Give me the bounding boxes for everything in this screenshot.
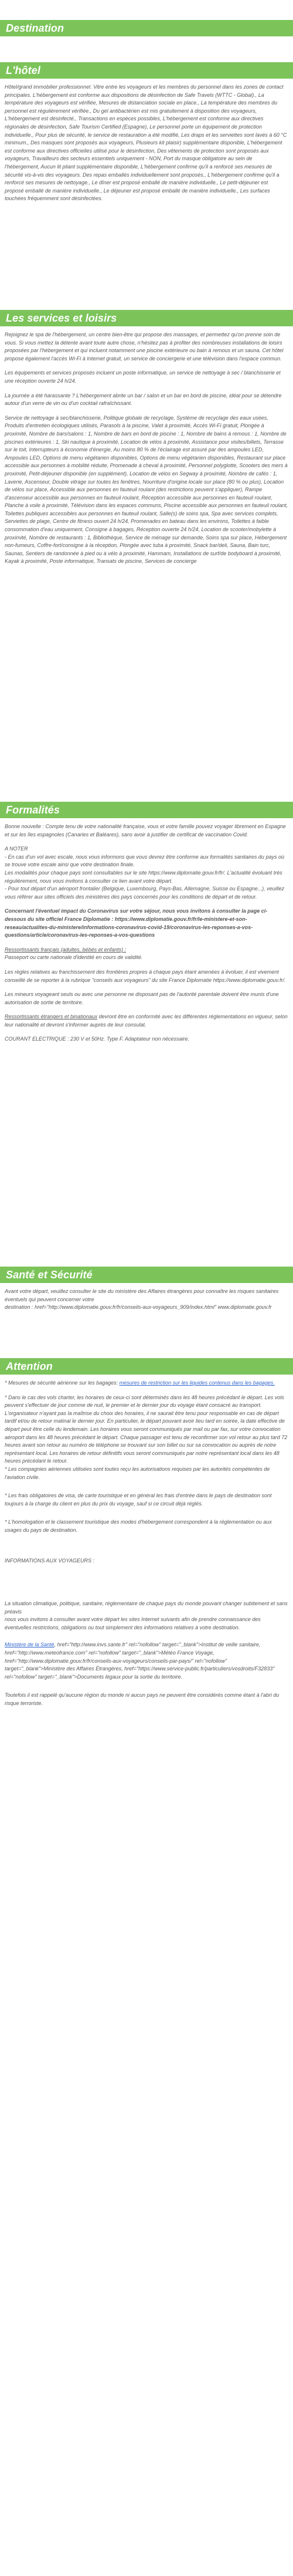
hotel-description bbox=[0, 79, 293, 203]
section-sante bbox=[0, 1267, 293, 1312]
section-heading-services: Les services et loisirs bbox=[0, 310, 293, 326]
hotel-text: Hôtel/grand immobilier professionnel. Vitre entre les voyageurs et les membres du personnel dans les zones de contact principales. L'hébergement est conforme aux dispositions de désinfection de Safe Travels (WTTC - Global)., La température des voyageurs est vérifiée, Mesures de distanciation sociale en place., La température des membres du personnel est régulièrement vérifiée., Du gel antibactérien est mis gratuitement à disposition des voyageurs, L'hébergement est désinfecté., Transactions en espèces possibles, L'hébergement est conforme aux directives régionales de désinfection, Safe Tourism Certified (Espagne), Le personnel porte un équipement de protection individuelle., Pour plus de sécurité, le service de restauration a été modifié, Les draps et les serviettes sont lavés à 60 °C minimum., Des masques sont proposés aux voyageurs, Plusieurs kit plaisir) supplémentaire disponible, L'hébergement est conforme aux directives officielles utilisé pour le désinfection, Des vêtements de protection sont proposés aux voyageurs, Travailleurs des secteurs essentiels uniquement - NON, Port du masque obligatoire au sein de l'hébergement, Aucun lit pliant supplémentaire disponible, L'hébergement confirme qu'il a renforcé ses mesures de sécurité vis-à-vis des voyageurs. Des repas emballés individuellement sont proposés., L'hébergement confirme qu'il a renforcé ses mesures de nettoyage., Le dîner est proposé emballé de manière individuelle., Le petit-déjeuner est proposé emballé de manière individuelle., Le déjeuner est proposé emballé de manière individuelle., Les surfaces touchées fréquemment sont désinfectées. bbox=[5, 84, 287, 202]
attention-charter: * Dans le cas des vols charter, les horaires de ceux-ci sont déterminés dans les 48 heures précédant le départ. Les vols peuvent s'effectuer de jour comme de nuit, le premier et le dernier jour du voyage étant consacré au transport. L'organisateur n'ayant pas la maîtrise du choix des horaires, il ne saurait être tenu pour responsable en cas de départ tardif et/ou de retour matinal le dernier jour. En particulier, le départ pouvant avoir lieu tard en soirée, la date effective de départ peut être celle du lendemain. Les horaires vous seront communiqués par mail ou par fax, sur votre convocation aéroport dans les 48 heures précédant le départ. Chaque passager est tenu de reconfirmer son vol retour au plus tard 72 heures avant son retour au numéro de téléphone se trouvant sur son billet ou sur sa convocation ou auprès de notre représentant local. Les horaires de retour définitifs vous seront communiqués par notre représentant local dans les 48 heures précédant le retour. * Les compagnies aériennes utilisées sont toutes reçu les autorisations requises par les autorités compétentes de l'aviation civile. bbox=[5, 1394, 288, 1480]
sante-description bbox=[0, 1283, 293, 1312]
formalites-electric: COURANT ELECTRIQUE : 230 V et 50Hz. Type F. Adaptateur non nécessaire. bbox=[5, 1036, 189, 1042]
attention-links-text: , href="http://www.invs.sante.fr" rel="nofollow" target="_blank">Institut de veille sanitaire, href="http://www.meteofrance.com" rel="nofollow" target="_blank">Météo France Voyage, href="http://www.diplomatie.gouv.fr/fr/conseils-aux-voyageurs/conseils-par-pays/" rel="nofollow" target="_blank">Ministère des Affaires Étrangères, href="https://www.service-public.fr/particuliers/vosdroits/F32833" rel="nofollow" target="_blank">Documents légaux pour la sortie du territoire. bbox=[5, 1642, 275, 1680]
services-paragraph: La journée a été harassante ? L'hébergement abrite un bar / salon et un bar en bord de piscine, idéal pour se détendre autour d'un verre de vin ou d'un cocktail rafraîchissant. bbox=[5, 392, 282, 407]
section-heading-hotel: L'hôtel bbox=[0, 62, 293, 79]
liquids-restriction-link[interactable]: mesures de restriction sur les liquides contenus dans les bagages. bbox=[119, 1380, 275, 1386]
formalites-paragraph: Les règles relatives au franchissement des frontières propres à chaque pays étant amenées à évoluer, il est vivement conseillé de se reporter à la rubrique "conseils aux voyageurs" du site France Diplomatie https://www.diplomatie.gouv.fr/. bbox=[5, 968, 286, 983]
formalites-foreign-heading: Ressortissants étrangers et binationaux bbox=[5, 1014, 98, 1020]
ministere-sante-link[interactable]: Ministère de la Santé bbox=[5, 1642, 54, 1648]
formalites-description bbox=[0, 818, 293, 1044]
section-destination bbox=[0, 20, 293, 36]
formalites-note: A NOTER - En cas d'un vol avec escale, nous vous informons que vous devrez être conforme aux formalités sanitaires du pays où se trouve votre escale ainsi que votre destination finale. Les modalités pour chaque pays sont consultables sur le site https://www.diplomatie.gouv.fr/fr/. L'actualité évoluant très régulièrement, nous vous invitons à consulter ce lien avant votre départ. - Pour tout départ d'un aéroport frontalier (Belgique, Luxembourg, Pays-Bas, Allemagne, Suisse ou Espagne...), veuillez vous référer aux sites officiels des ministères des pays concernés pour les conditions de départ et de retour. bbox=[5, 846, 285, 900]
formalites-documents bbox=[5, 946, 288, 962]
formalites-documents-text: Passeport ou carte nationale d'identité en cours de validité. bbox=[5, 954, 143, 961]
attention-security-label: * Mesures de sécurité aérienne sur les bagages: bbox=[5, 1380, 120, 1386]
attention-fees: * Les frais obligatoires de visa, de carte touristique et en général les frais d'entrée dans le pays de destination sont toujours à la charge du client en plus du prix du voyage, sauf si ce circuit déjà réglés. bbox=[5, 1493, 272, 1507]
section-heading-sante: Santé et Sécurité bbox=[0, 1267, 293, 1283]
attention-info-heading: INFORMATIONS AUX VOYAGEURS : bbox=[5, 1557, 95, 1564]
section-services bbox=[0, 310, 293, 566]
section-formalites bbox=[0, 802, 293, 1044]
formalites-paragraph: Les mineurs voyageant seuls ou avec une personne ne disposant pas de l'autorité parentale doivent être munis d'une autorisation de sortie de territoire. bbox=[5, 991, 279, 1005]
sante-text: Avant votre départ, veuillez consulter le site du ministère des Affaires étrangères pour connaître les risques sanitaires éventuels qui peuvent concerner votre destination : href="http://www.diplomatie.gouv.fr/fr/conseils-aux-voyageurs_909/index.html" www.diplomatie.gouv.fr bbox=[5, 1288, 279, 1311]
formalites-paragraph: Bonne nouvelle : Compte tenu de votre nationalité française, vous et votre famille pouvez voyager librement en Espagne et sur les îles espagnoles (Canaries et Baléares), sans avoir à justifier de certificat de vaccination Covid. bbox=[5, 823, 286, 838]
formalites-foreign-text: devront être en conformité avec les différentes réglementations en vigueur, selon leur nationalité et devront s'informer auprès de leur consulat. bbox=[5, 1014, 288, 1028]
formalites-documents-heading: Ressortissants français (adultes, bébés et enfants) : bbox=[5, 946, 127, 953]
services-description bbox=[0, 326, 293, 566]
section-heading-formalites: Formalités bbox=[0, 802, 293, 818]
attention-description bbox=[0, 1375, 293, 1708]
attention-info-text: La situation climatique, politique, sanitaire, réglementaire de chaque pays du monde pouvant changer subitement et sans préavis nous vous invitons à consulter avant votre départ les sites Internet suivants afin de prendre connaissance des éventuelles restrictions, obligations ou tout simplement des informations relatives à votre destination. bbox=[5, 1601, 288, 1630]
section-heading-destination: Destination bbox=[0, 20, 293, 36]
section-attention bbox=[0, 1358, 293, 1708]
formalites-foreign bbox=[5, 1013, 288, 1029]
attention-security bbox=[5, 1379, 288, 1387]
formalites-coronavirus: Concernant l'éventuel impact du Coronavirus sur votre séjour, nous vous invitons à consulter la page ci-dessous du site officiel France Diplomatie : https://www.diplomatie.gouv.fr/fr/le-ministere-et-son-reseau/actualites-du-ministere/informations-coronavirus-covid-19/coronavirus-les-reponses-a-vos-questions/article/coronavirus-les-reponses-a-vos-questions bbox=[5, 908, 268, 938]
section-heading-attention: Attention bbox=[0, 1358, 293, 1375]
attention-links bbox=[5, 1641, 288, 1681]
services-paragraph: Service de nettoyage à sec/blanchisserie, Politique globale de recyclage, Système de recyclage des eaux usées, Produits d'entretien écologiques utilisés, Parasols à la piscine, Valet à proximité, Accès Wi-Fi gratuit, Plongée à proximité, Nombre de bars/salons : 1, Nombre de bars en bord de piscine : 1, Nombre de bains à remous : 1, Nombre de piscines extérieures : 1, Ski nautique à proximité, Location de vélos à proximité, Assistance pour visites/billets, Terrasse sur le toit, Interrupteurs à économie d'énergie, Au moins 80 % de l'éclairage est assuré par des ampoules LED, Ampoules LED, Options de menu végétarien disponibles, Options de menu végétarien disponibles, Restaurant sur place accessible aux personnes à mobilité réduite, Promenade à cheval à proximité, Personnel polyglotte, Scooters des mers à proximité, Petit-déjeuner disponible (en supplément), Location de vélos en Segway à proximité, Nombre de cafés : 1, Laverie, Ascenseur, Double vitrage sur toutes les fenêtres, Nourriture d'origine locale sur place (80 % ou plus), Location de vélos sur place, Accessible aux personnes en fauteuil roulant (des restrictions peuvent s'appliquer), Rampe d'ascenseur accessible aux personnes en fauteuil roulant, Réception accessible aux personnes en fauteuil roulant, Planche à voile à proximité, Télévision dans les espaces communs, Piscine accessible aux personnes en fauteuil roulant, Toilettes publiques accessibles aux personnes en fauteuil roulant, Salle(s) de soins spa, Spa avec services complets, Serviettes de plage, Centre de fitness ouvert 24 h/24, Promenades en bateau dans les environs, Toilettes à faible consommation d'eau uniquement, Consigne à bagages, Réception ouverte 24 h/24, Location de scooter/mobylette à proximité, Nombre de restaurants : 1, Bibliothèque, Service de ménage sur demande, Soins spa sur place, Hébergement non-fumeurs, Coffre-fort/consigne à la réception, Plongée avec tuba à proximité, Snack bar/deli, Sauna, Bain turc, Saunas, Sentiers de randonnée à pied ou à vélo à proximité, Hammam, Installations de surf/de bodyboard à proximité, Kayak à proximité, Poste informatique, Transats de piscine, Services de concierge bbox=[5, 414, 288, 565]
attention-terrorism: Toutefois il est rappelé qu'aucune région du monde ni aucun pays ne peuvent être considérés comme étant à l'abri du risque terroriste. bbox=[5, 1692, 280, 1707]
attention-homologation: * L'homologation et le classement touristique des modes d'hébergement correspondent à la réglementation ou aux usages du pays de destination. bbox=[5, 1519, 272, 1533]
services-paragraph: Les équipements et services proposés incluent un poste informatique, un service de nettoyage à sec / blanchisserie et une réception ouverte 24 h/24. bbox=[5, 370, 281, 384]
section-hotel bbox=[0, 62, 293, 203]
services-paragraph: Rejoignez le spa de l'hébergement, un centre bien-être qui propose des massages, et permettez qu'on prenne soin de vous. Si vous mettez la détente avant toute autre chose, n'hésitez pas à profiter des nombreuses installations de loisirs proposées par l'hébergement et qui incluent notamment une piscine extérieure ou bain à remous et un sauna. Cet hôtel propose également l'accès Wi-Fi à Internet gratuit, un service de conciergerie et une télévision dans l'espace commun. bbox=[5, 332, 284, 362]
